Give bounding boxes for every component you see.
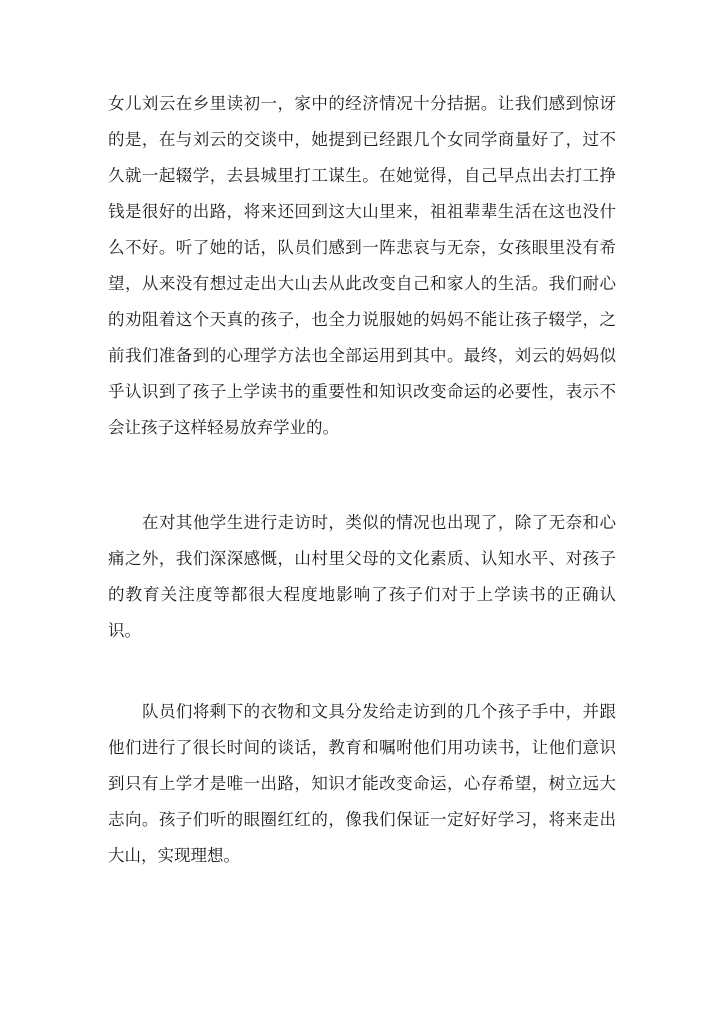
text-line: 望，从来没有想过走出大山去从此改变自己和家人的生活。我们耐心 — [108, 274, 616, 293]
text-line: 痛之外，我们深深感慨，山村里父母的文化素质、认知水平、对孩子 — [108, 549, 616, 568]
text-line: 钱是很好的出路，将来还回到这大山里来，祖祖辈辈生活在这也没什 — [108, 202, 616, 221]
text-line: 久就一起辍学，去县城里打工谋生。在她觉得，自己早点出去打工挣 — [108, 166, 616, 185]
paragraph-1 — [108, 86, 616, 446]
paragraph-2 — [108, 505, 616, 649]
text-line: 么不好。听了她的话，队员们感到一阵悲哀与无奈，女孩眼里没有希 — [108, 238, 616, 257]
text-line: 的是，在与刘云的交谈中，她提到已经跟几个女同学商量好了，过不 — [108, 130, 616, 149]
paragraph-3 — [108, 694, 616, 874]
text-line: 女儿刘云在乡里读初一，家中的经济情况十分拮据。让我们感到惊讶 — [108, 94, 616, 113]
text-line: 识。 — [108, 621, 141, 640]
text-line: 到只有上学才是唯一出路，知识才能改变命运，心存希望，树立远大 — [108, 774, 616, 793]
text-line: 前我们准备到的心理学方法也全部运用到其中。最终，刘云的妈妈似 — [108, 346, 616, 365]
text-line: 他们进行了很长时间的谈话，教育和嘱咐他们用功读书，让他们意识 — [108, 738, 616, 757]
text-line: 在对其他学生进行走访时，类似的情况也出现了，除了无奈和心 — [142, 513, 616, 532]
text-line: 的教育关注度等都很大程度地影响了孩子们对于上学读书的正确认 — [108, 585, 616, 604]
text-line: 志向。孩子们听的眼圈红红的，像我们保证一定好好学习，将来走出 — [108, 810, 616, 829]
text-line: 队员们将剩下的衣物和文具分发给走访到的几个孩子手中，并跟 — [142, 702, 616, 721]
text-line: 会让孩子这样轻易放弃学业的。 — [108, 418, 339, 437]
text-line: 的劝阻着这个天真的孩子，也全力说服她的妈妈不能让孩子辍学，之 — [108, 310, 616, 329]
text-line: 大山，实现理想。 — [108, 846, 240, 865]
text-line: 乎认识到了孩子上学读书的重要性和知识改变命运的必要性，表示不 — [108, 382, 616, 401]
